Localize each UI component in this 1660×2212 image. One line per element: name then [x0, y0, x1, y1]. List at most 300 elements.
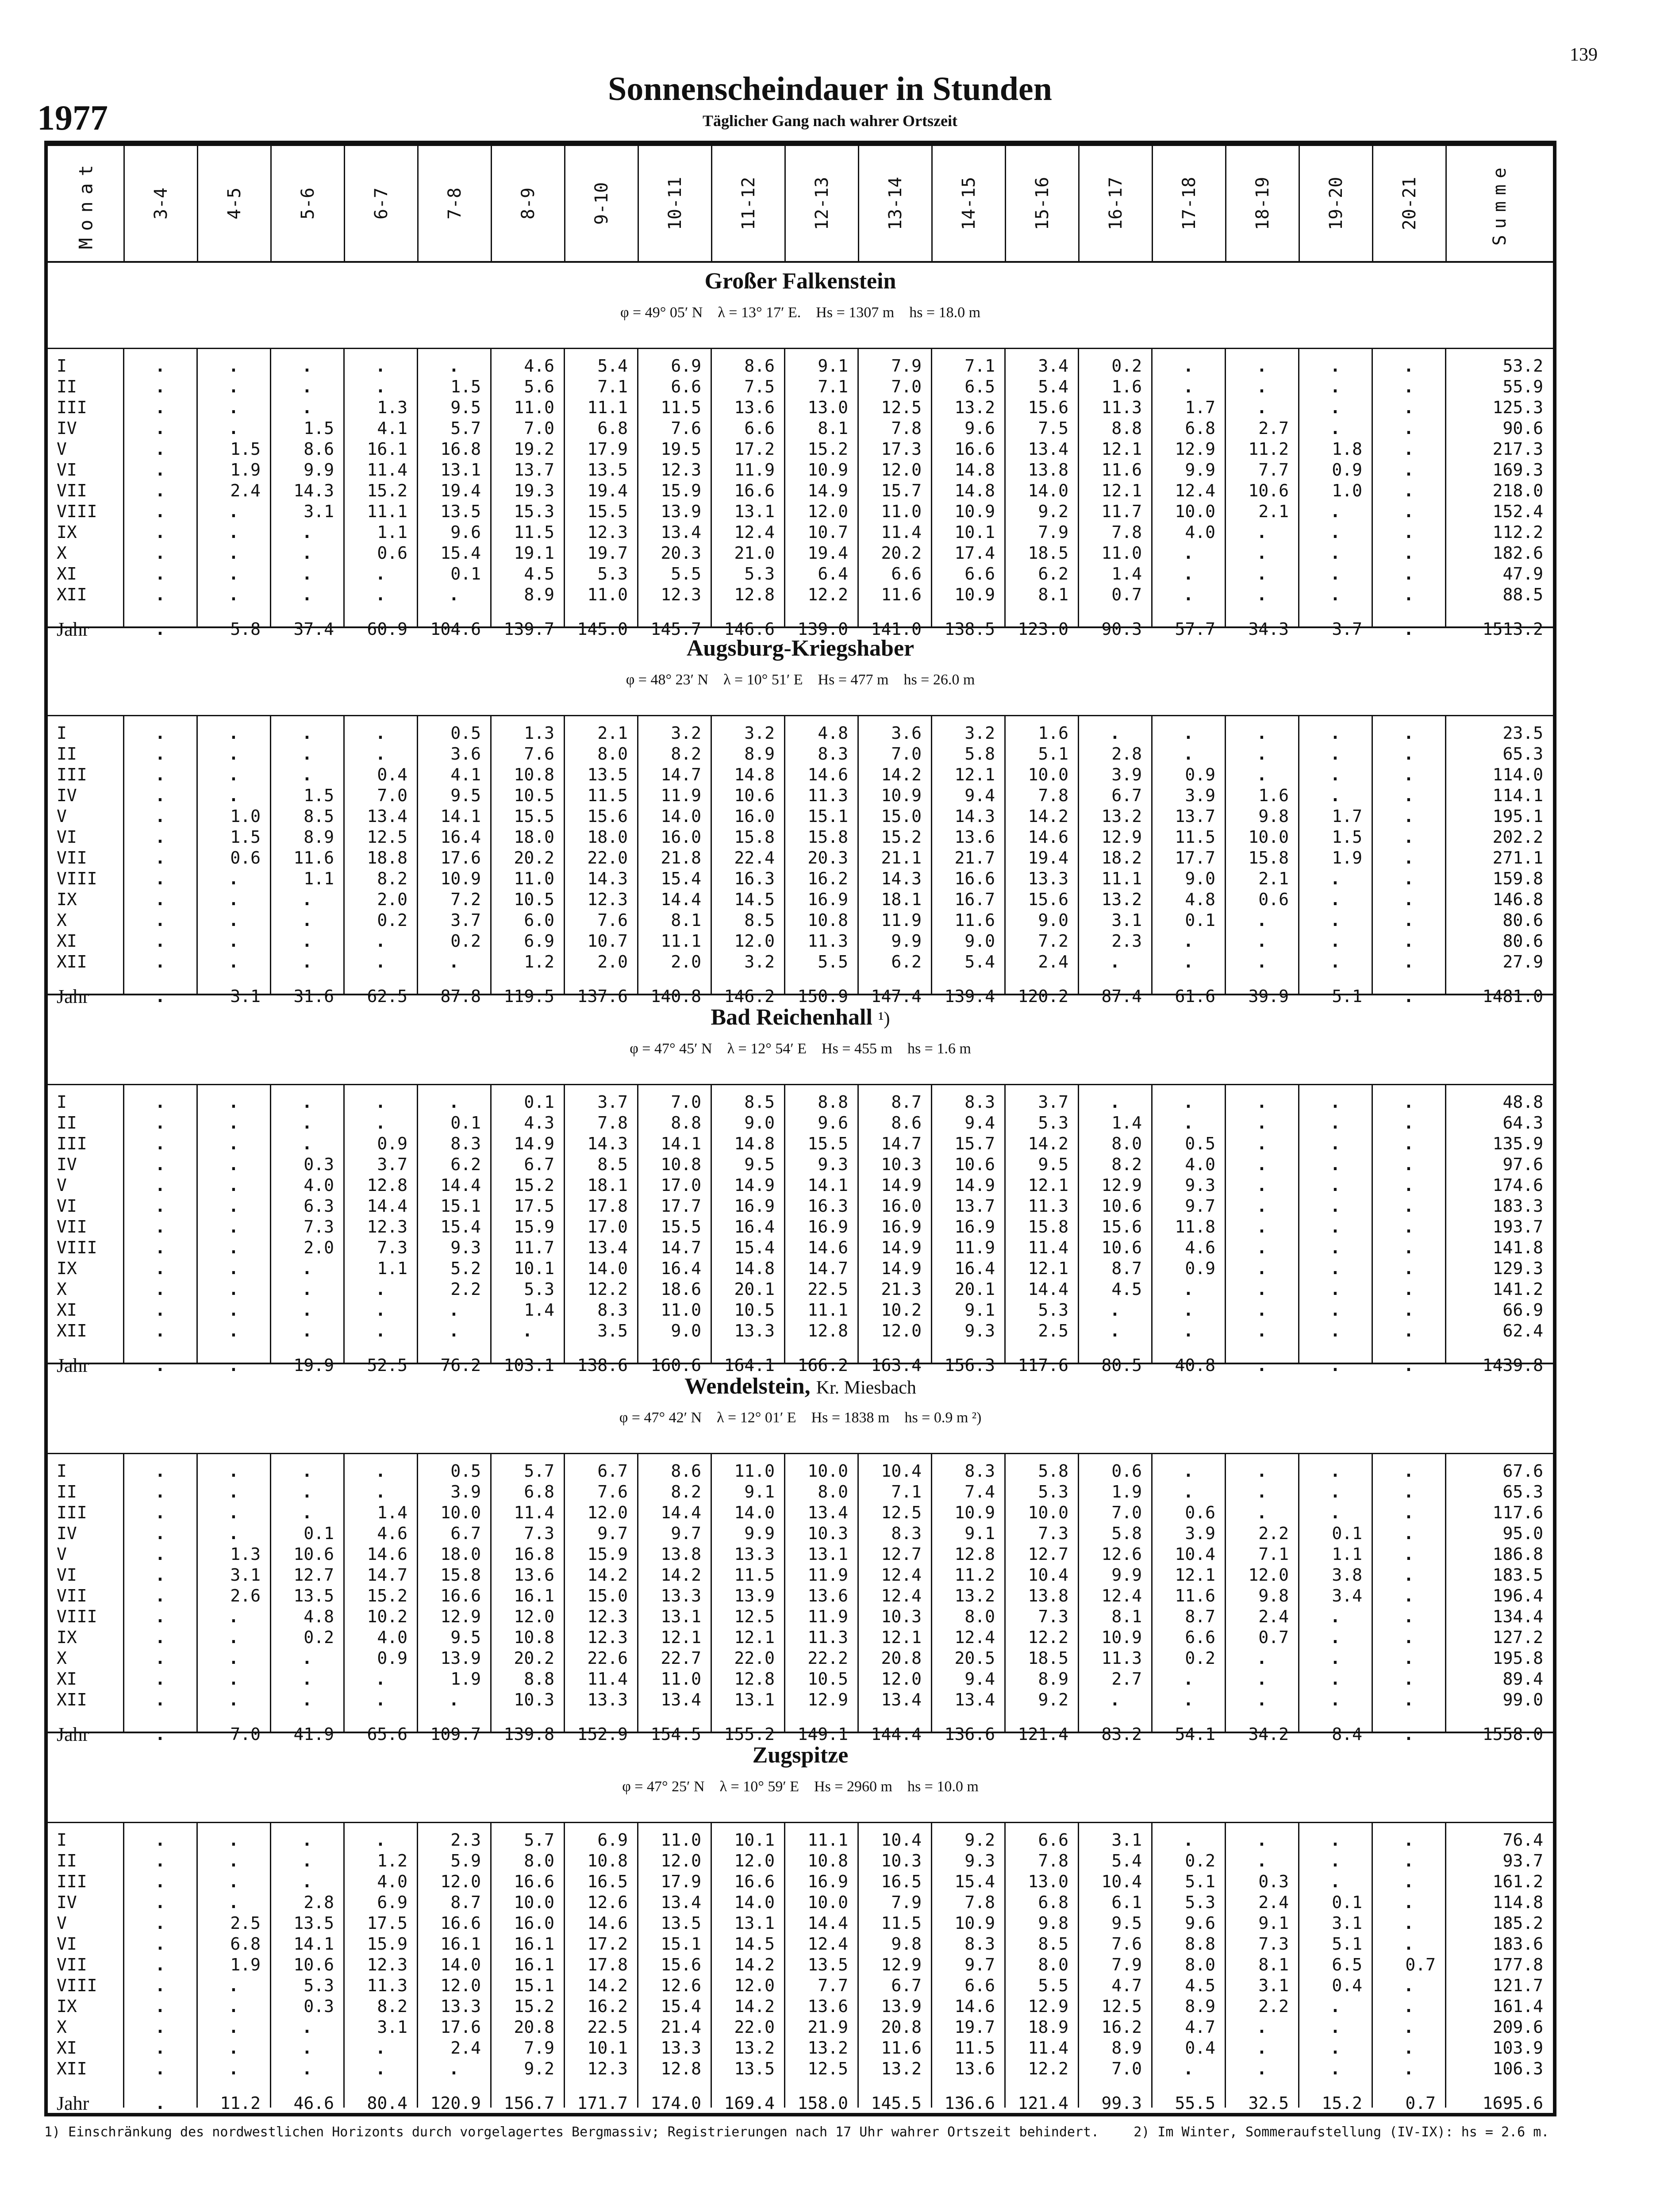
hour-value-cell: 37.4: [293, 619, 334, 639]
hour-value-cell: 7.1: [597, 377, 628, 396]
hour-value-cell: 8.8: [818, 1092, 848, 1112]
hour-value-cell: 7.6: [1111, 1934, 1142, 1954]
hour-value-cell: 13.5: [440, 502, 481, 521]
hour-value-cell: 17.5: [367, 1913, 407, 1933]
hour-value-cell: 16.4: [734, 1217, 775, 1237]
hour-value-cell: 14.1: [807, 1175, 848, 1195]
hour-value-cell: 8.0: [818, 1482, 848, 1502]
table-row: [48, 564, 1553, 584]
month-label: II: [57, 377, 77, 396]
hour-value-cell: 7.8: [597, 1113, 628, 1133]
hour-value-cell: 9.0: [744, 1113, 775, 1133]
hour-value-cell: 12.5: [367, 827, 407, 847]
hour-value-cell: .: [1403, 1238, 1414, 1257]
hour-value-cell: 16.9: [807, 890, 848, 909]
hour-value-cell: 14.6: [807, 765, 848, 784]
hour-value-cell: .: [1403, 1279, 1414, 1299]
hour-value-cell: 8.7: [1111, 1259, 1142, 1278]
hour-value-cell: 14.6: [587, 1913, 628, 1933]
station-coordinates: φ = 47° 45′ N λ = 12° 54′ E Hs = 455 m hs = 1.6 m: [630, 1041, 971, 1057]
station-grid: [48, 1454, 1553, 1745]
hour-value-cell: 54.1: [1175, 1724, 1215, 1744]
hour-value-cell: .: [1257, 1092, 1267, 1112]
hour-value-cell: 10.6: [1248, 481, 1289, 500]
hour-value-cell: 10.5: [514, 890, 554, 909]
station-grid: [48, 1085, 1553, 1376]
hour-value-cell: 17.6: [440, 2017, 481, 2037]
hour-value-cell: 4.1: [450, 765, 481, 784]
hour-value-cell: 6.2: [450, 1155, 481, 1174]
hour-value-cell: 12.0: [587, 1503, 628, 1522]
sum-cell: 47.9: [1502, 564, 1543, 584]
hour-value-cell: 19.4: [587, 481, 628, 500]
header-hour-label: 12-13: [811, 177, 832, 230]
hour-value-cell: 11.0: [514, 869, 554, 888]
hour-value-cell: .: [228, 723, 239, 743]
sum-cell: 141.8: [1492, 1238, 1543, 1257]
hour-value-cell: 9.2: [964, 1830, 995, 1850]
hour-value-cell: 5.1: [1332, 1934, 1362, 1954]
hour-value-cell: 14.2: [881, 765, 922, 784]
hour-value-cell: .: [1330, 1259, 1341, 1278]
hour-value-cell: .: [302, 890, 312, 909]
hour-value-cell: 15.1: [661, 1934, 701, 1954]
hour-value-cell: 0.7: [1111, 585, 1142, 604]
hour-value-cell: 11.9: [807, 1607, 848, 1626]
hour-value-cell: 8.6: [744, 356, 775, 376]
hour-value-cell: 6.8: [597, 419, 628, 438]
station-grid: [48, 349, 1553, 640]
hour-value-cell: 12.9: [1175, 439, 1215, 459]
hour-value-cell: 5.5: [1038, 1976, 1068, 1995]
hour-value-cell: .: [1403, 502, 1414, 521]
hour-value-cell: .: [228, 1690, 239, 1709]
hour-value-cell: 12.0: [881, 1321, 922, 1340]
hour-value-cell: 13.7: [514, 460, 554, 480]
hour-value-cell: 11.1: [807, 1300, 848, 1320]
hour-value-cell: .: [1403, 2038, 1414, 2058]
hour-value-cell: .: [302, 2017, 312, 2037]
hour-value-cell: 14.3: [954, 806, 995, 826]
hour-value-cell: 16.0: [514, 1913, 554, 1933]
sum-cell: 159.8: [1492, 869, 1543, 888]
hour-value-cell: .: [1330, 786, 1341, 805]
header-hour-label: 4-5: [224, 187, 245, 220]
hour-value-cell: .: [228, 1976, 239, 1995]
hour-value-cell: .: [375, 723, 386, 743]
header-hour-cell: [638, 146, 711, 261]
hour-value-cell: 12.1: [1028, 1175, 1068, 1195]
hour-value-cell: 14.1: [293, 1934, 334, 1954]
hour-value-cell: 9.1: [1258, 1913, 1289, 1933]
header-hour-cell: [1152, 146, 1225, 261]
hour-value-cell: 14.2: [587, 1976, 628, 1995]
table-row: [48, 889, 1553, 910]
year-row-label: Jahr: [57, 1724, 89, 1745]
table-row: [48, 1113, 1553, 1133]
hour-value-cell: 14.9: [881, 1175, 922, 1195]
hour-value-cell: 6.8: [1038, 1893, 1068, 1912]
hour-value-cell: 5.5: [818, 952, 848, 972]
hour-value-cell: .: [1183, 952, 1194, 972]
hour-value-cell: 14.5: [734, 890, 775, 909]
month-label: V: [57, 1913, 67, 1933]
sum-cell: 161.2: [1492, 1872, 1543, 1891]
hour-value-cell: 10.6: [293, 1544, 334, 1564]
hour-value-cell: 7.8: [964, 1893, 995, 1912]
hour-value-cell: .: [228, 1155, 239, 1174]
hour-value-cell: .: [449, 1300, 459, 1320]
hour-value-cell: 16.5: [881, 1872, 922, 1891]
hour-value-cell: 14.3: [293, 481, 334, 500]
hour-value-cell: 0.1: [450, 1113, 481, 1133]
hour-value-cell: 10.4: [1101, 1872, 1142, 1891]
month-label: VIII: [57, 1607, 97, 1626]
hour-value-cell: 8.2: [1111, 1155, 1142, 1174]
hour-value-cell: .: [1257, 1461, 1267, 1481]
sum-cell: 217.3: [1492, 439, 1543, 459]
hour-value-cell: .: [1403, 1565, 1414, 1585]
hour-value-cell: 12.6: [587, 1893, 628, 1912]
hour-value-cell: 3.8: [1332, 1565, 1362, 1585]
month-label: X: [57, 2017, 67, 2037]
hour-value-cell: 12.3: [661, 460, 701, 480]
hour-value-cell: 21.4: [661, 2017, 701, 2037]
hour-value-cell: 2.7: [1258, 419, 1289, 438]
hour-value-cell: 11.3: [1028, 1196, 1068, 1216]
hour-value-cell: 8.3: [964, 1092, 995, 1112]
hour-value-cell: .: [1110, 1321, 1120, 1340]
month-label: IX: [57, 1259, 77, 1278]
hour-value-cell: .: [1330, 1872, 1341, 1891]
hour-value-cell: 6.6: [891, 564, 922, 584]
hour-value-cell: 4.8: [1185, 890, 1215, 909]
hour-value-cell: 15.1: [807, 806, 848, 826]
hour-value-cell: 2.2: [450, 1279, 481, 1299]
hour-value-cell: 10.8: [514, 765, 554, 784]
hour-value-cell: .: [1257, 1238, 1267, 1257]
page-subtitle: Täglicher Gang nach wahrer Ortszeit: [703, 112, 957, 130]
hour-value-cell: 14.2: [734, 1997, 775, 2016]
hour-value-cell: .: [375, 931, 386, 951]
hour-value-cell: 11.4: [881, 522, 922, 542]
hour-value-cell: 1.5: [450, 377, 481, 396]
hour-value-cell: .: [1403, 806, 1414, 826]
hour-value-cell: 9.2: [524, 2059, 554, 2078]
hour-value-cell: .: [1330, 765, 1341, 784]
sum-cell: 195.1: [1492, 806, 1543, 826]
hour-value-cell: .: [375, 1669, 386, 1689]
hour-value-cell: 14.7: [661, 1238, 701, 1257]
hour-value-cell: 15.9: [587, 1544, 628, 1564]
hour-value-cell: 16.1: [440, 1934, 481, 1954]
hour-value-cell: .: [375, 744, 386, 764]
hour-value-cell: 13.9: [881, 1997, 922, 2016]
hour-value-cell: 16.2: [1101, 2017, 1142, 2037]
hour-value-cell: .: [1257, 1669, 1267, 1689]
station-note: ¹): [878, 1009, 890, 1029]
hour-value-cell: .: [1257, 744, 1267, 764]
hour-value-cell: 3.1: [377, 2017, 407, 2037]
hour-value-cell: 17.9: [661, 1872, 701, 1891]
hour-value-cell: .: [155, 439, 165, 459]
hour-value-cell: 20.1: [734, 1279, 775, 1299]
hour-value-cell: 14.6: [367, 1544, 407, 1564]
hour-value-cell: .: [155, 1259, 165, 1278]
hour-value-cell: .: [1403, 1300, 1414, 1320]
hour-value-cell: 120.9: [430, 2093, 481, 2113]
table-row: [48, 1300, 1553, 1321]
hour-value-cell: .: [1403, 987, 1414, 1006]
sum-cell: 65.3: [1502, 744, 1543, 764]
hour-value-cell: 11.9: [734, 460, 775, 480]
hour-value-cell: 3.5: [597, 1321, 628, 1340]
hour-value-cell: .: [228, 377, 239, 396]
sum-cell: 186.8: [1492, 1544, 1543, 1564]
hour-value-cell: 0.1: [1332, 1524, 1362, 1543]
hour-value-cell: 13.3: [661, 2038, 701, 2058]
hour-value-cell: 3.1: [1111, 910, 1142, 930]
hour-value-cell: 9.9: [744, 1524, 775, 1543]
hour-value-cell: 11.6: [1175, 1586, 1215, 1605]
sum-cell: 177.8: [1492, 1955, 1543, 1974]
hour-value-cell: 8.1: [818, 419, 848, 438]
hour-value-cell: 1.9: [450, 1669, 481, 1689]
station-coordinates: φ = 47° 42′ N λ = 12° 01′ E Hs = 1838 m hs = 0.9 m ²): [619, 1409, 982, 1426]
hour-value-cell: 9.0: [964, 931, 995, 951]
hour-value-cell: .: [155, 1155, 165, 1174]
hour-value-cell: 2.8: [1111, 744, 1142, 764]
hour-value-cell: .: [1330, 723, 1341, 743]
hour-value-cell: 13.6: [954, 2059, 995, 2078]
station-name: Zugspitze: [752, 1743, 849, 1768]
hour-value-cell: .: [1330, 1134, 1341, 1153]
hour-value-cell: .: [155, 1893, 165, 1912]
hour-value-cell: 0.3: [304, 1155, 334, 1174]
hour-value-cell: 12.3: [367, 1217, 407, 1237]
hour-value-cell: 40.8: [1175, 1356, 1215, 1375]
hour-value-cell: 10.9: [954, 585, 995, 604]
hour-value-cell: 18.5: [1028, 1648, 1068, 1668]
table-row: [48, 1258, 1553, 1279]
hour-value-cell: .: [1257, 1356, 1267, 1375]
hour-value-cell: 7.0: [891, 377, 922, 396]
hour-value-cell: .: [1330, 1217, 1341, 1237]
hour-value-cell: .: [1110, 1690, 1120, 1709]
month-label: IX: [57, 1997, 77, 2016]
hour-value-cell: 11.9: [661, 786, 701, 805]
table-row: [48, 1523, 1553, 1544]
hour-value-cell: 4.0: [377, 1872, 407, 1891]
hour-value-cell: .: [228, 1238, 239, 1257]
hour-value-cell: 20.5: [954, 1648, 995, 1668]
hour-value-cell: 16.6: [514, 1872, 554, 1891]
hour-value-cell: .: [1403, 1544, 1414, 1564]
hour-value-cell: .: [1330, 910, 1341, 930]
hour-value-cell: .: [302, 952, 312, 972]
hour-value-cell: 8.0: [1038, 1955, 1068, 1974]
hour-value-cell: 16.8: [440, 439, 481, 459]
hour-value-cell: .: [228, 1113, 239, 1133]
hour-value-cell: 5.6: [524, 377, 554, 396]
year-row-label: Jahr: [57, 986, 89, 1007]
hour-value-cell: 7.3: [304, 1217, 334, 1237]
hour-value-cell: 5.8: [964, 744, 995, 764]
hour-value-cell: 10.3: [881, 1155, 922, 1174]
hour-value-cell: 4.6: [377, 1524, 407, 1543]
hour-value-cell: 9.3: [818, 1155, 848, 1174]
hour-value-cell: 9.8: [1038, 1913, 1068, 1933]
month-label: XII: [57, 1321, 87, 1340]
hour-value-cell: 0.5: [450, 1461, 481, 1481]
hour-value-cell: .: [449, 2059, 459, 2078]
hour-value-cell: 8.8: [524, 1669, 554, 1689]
hour-value-cell: .: [1330, 1279, 1341, 1299]
header-hour-cell: [858, 146, 931, 261]
hour-value-cell: 144.4: [871, 1724, 922, 1744]
hour-value-cell: 5.3: [1038, 1482, 1068, 1502]
hour-value-cell: .: [155, 1976, 165, 1995]
month-label: I: [57, 1092, 67, 1112]
table-row: [48, 827, 1553, 848]
station-section: [48, 261, 1553, 640]
table-row: [48, 522, 1553, 543]
hour-value-cell: 12.0: [734, 1851, 775, 1870]
hour-value-cell: .: [228, 564, 239, 584]
hour-value-cell: 14.0: [440, 1955, 481, 1974]
hour-value-cell: 12.2: [587, 1279, 628, 1299]
table-row: [48, 1482, 1553, 1502]
hour-value-cell: .: [1110, 723, 1120, 743]
hour-value-cell: 0.6: [1111, 1461, 1142, 1481]
hour-value-cell: 3.4: [1038, 356, 1068, 376]
hour-value-cell: .: [302, 744, 312, 764]
hour-value-cell: .: [1403, 585, 1414, 604]
month-label: I: [57, 356, 67, 376]
hour-value-cell: 1.2: [524, 952, 554, 972]
month-label: III: [57, 1503, 87, 1522]
hour-value-cell: 12.3: [587, 2059, 628, 2078]
month-label: VIII: [57, 502, 97, 521]
hour-value-cell: .: [1257, 2038, 1267, 2058]
hour-value-cell: 15.9: [367, 1934, 407, 1954]
hour-value-cell: 14.9: [881, 1238, 922, 1257]
hour-value-cell: 7.8: [891, 419, 922, 438]
hour-value-cell: 11.4: [514, 1503, 554, 1522]
hour-value-cell: 12.8: [734, 585, 775, 604]
hour-value-cell: 15.5: [587, 502, 628, 521]
hour-value-cell: 20.3: [807, 848, 848, 868]
hour-value-cell: 13.2: [807, 2038, 848, 2058]
header-hour-cell: [197, 146, 270, 261]
hour-value-cell: .: [449, 1321, 459, 1340]
hour-value-cell: .: [155, 1321, 165, 1340]
month-label: IV: [57, 786, 77, 805]
hour-value-cell: .: [1257, 1259, 1267, 1278]
month-label: XI: [57, 1669, 77, 1689]
hour-value-cell: 11.6: [293, 848, 334, 868]
hour-value-cell: 2.0: [377, 890, 407, 909]
sum-cell: 64.3: [1502, 1113, 1543, 1133]
hour-value-cell: 18.9: [1028, 2017, 1068, 2037]
hour-value-cell: 136.6: [944, 2093, 995, 2113]
hour-value-cell: .: [1183, 2059, 1194, 2078]
hour-value-cell: .: [1403, 1934, 1414, 1954]
year-row-label: Jahr: [57, 618, 89, 640]
table-row: [48, 1321, 1553, 1341]
sum-cell: 65.3: [1502, 1482, 1543, 1502]
hour-value-cell: .: [228, 1092, 239, 1112]
hour-value-cell: 10.3: [881, 1851, 922, 1870]
table-row: [48, 376, 1553, 397]
hour-value-cell: 11.5: [514, 522, 554, 542]
sum-cell: 106.3: [1492, 2059, 1543, 2078]
table-row: [48, 501, 1553, 522]
month-label: VII: [57, 1586, 87, 1605]
hour-value-cell: 0.2: [1111, 356, 1142, 376]
hour-value-cell: 8.5: [744, 910, 775, 930]
hour-value-cell: .: [1403, 952, 1414, 972]
hour-value-cell: .: [1403, 1217, 1414, 1237]
hour-value-cell: .: [155, 1872, 165, 1891]
hour-value-cell: 8.9: [304, 827, 334, 847]
hour-value-cell: 14.8: [954, 481, 995, 500]
hour-value-cell: 11.5: [587, 786, 628, 805]
hour-value-cell: 1.1: [377, 1259, 407, 1278]
hour-value-cell: .: [1183, 564, 1194, 584]
hour-value-cell: 3.9: [1185, 1524, 1215, 1543]
station-coordinates: φ = 47° 25′ N λ = 10° 59′ E Hs = 2960 m hs = 10.0 m: [622, 1778, 979, 1795]
hour-value-cell: 9.5: [450, 1628, 481, 1647]
hour-value-cell: 16.9: [807, 1217, 848, 1237]
hour-value-cell: 65.6: [367, 1724, 407, 1744]
hour-value-cell: 138.6: [577, 1356, 628, 1375]
hour-value-cell: 9.0: [1038, 910, 1068, 930]
hour-value-cell: .: [302, 1461, 312, 1481]
sum-cell: 67.6: [1502, 1461, 1543, 1481]
hour-value-cell: 15.4: [954, 1872, 995, 1891]
hour-value-cell: 12.9: [1101, 827, 1142, 847]
hour-value-cell: 14.6: [807, 1238, 848, 1257]
month-label: I: [57, 1461, 67, 1481]
hour-value-cell: .: [155, 1300, 165, 1320]
hour-value-cell: 13.1: [661, 1607, 701, 1626]
sum-cell: 95.0: [1502, 1524, 1543, 1543]
hour-value-cell: 104.6: [430, 619, 481, 639]
hour-value-cell: .: [375, 1300, 386, 1320]
year-total-row: [48, 2093, 1553, 2114]
hour-value-cell: 15.4: [440, 1217, 481, 1237]
hour-value-cell: 17.7: [661, 1196, 701, 1216]
hour-value-cell: 10.3: [807, 1524, 848, 1543]
hour-value-cell: 13.1: [734, 502, 775, 521]
header-hour-label: 14-15: [958, 177, 979, 230]
hour-value-cell: .: [1110, 1092, 1120, 1112]
hour-value-cell: .: [1330, 1196, 1341, 1216]
hour-value-cell: 14.8: [734, 765, 775, 784]
hour-value-cell: 6.2: [1038, 564, 1068, 584]
hour-value-cell: .: [1403, 1913, 1414, 1933]
hour-value-cell: 13.2: [1101, 890, 1142, 909]
hour-value-cell: 16.9: [807, 1872, 848, 1891]
hour-value-cell: 16.6: [440, 1913, 481, 1933]
hour-value-cell: 34.2: [1248, 1724, 1289, 1744]
hour-value-cell: 10.5: [734, 1300, 775, 1320]
hour-value-cell: .: [1403, 1155, 1414, 1174]
month-label: XII: [57, 1690, 87, 1709]
hour-value-cell: 6.5: [1332, 1955, 1362, 1974]
hour-value-cell: 13.0: [807, 398, 848, 417]
